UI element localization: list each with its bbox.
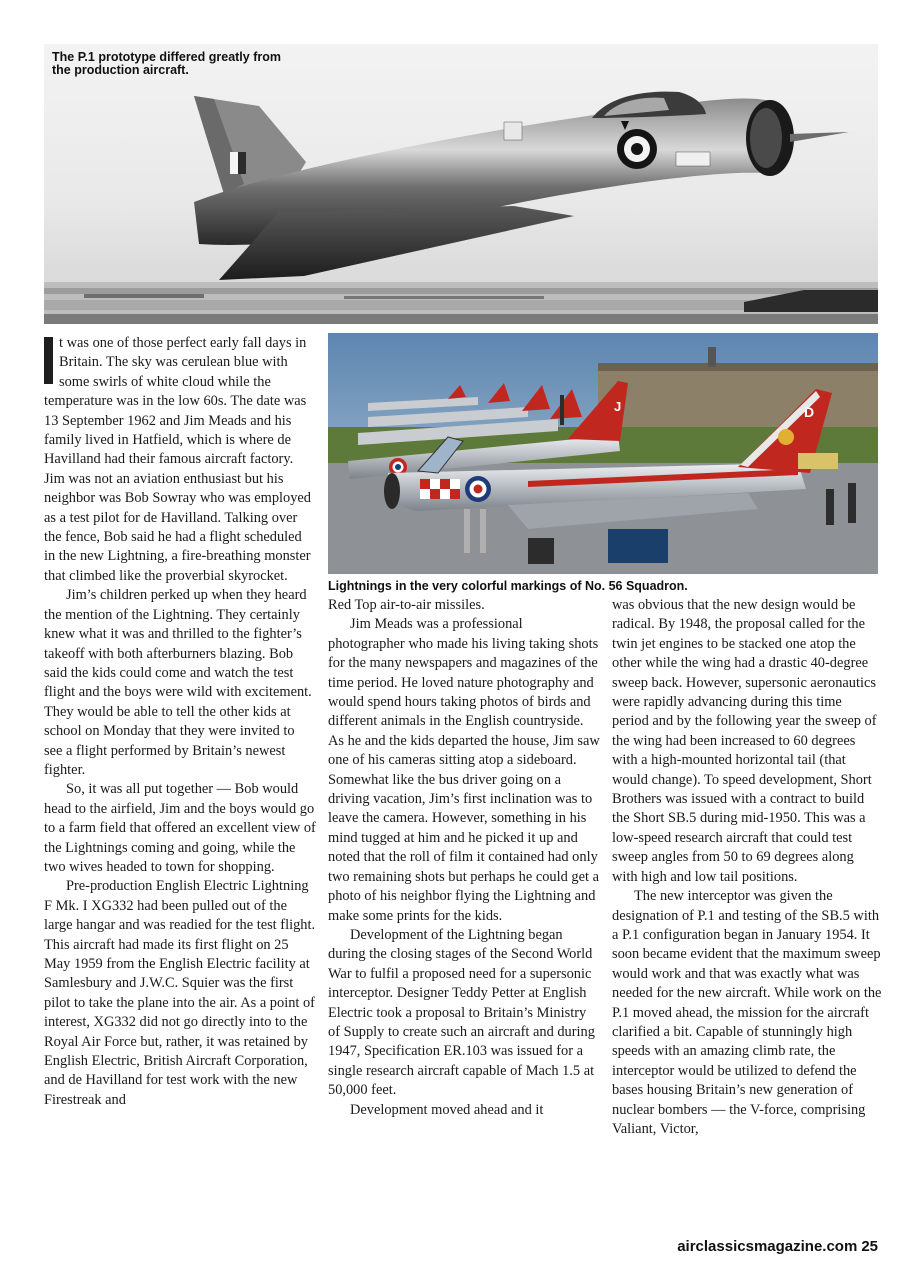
article-paragraph: was obvious that the new design would be radical. By 1948, the proposal called for the twin jet engines to be stacked one atop the other while the wing had a drastic 40-degree sweep back. However, supersonic aeronautics were rapidly advancing during this time period and by the following year the sweep of the wing had been increased to 60 degrees with a high-mounted horizontal tail (that would change). To speed development, Short Brothers was issued with a contract to build the Short SB.5 during mid-1950. This was a low-speed research aircraft that could test sweep angles from 50 to 69 degrees along with high and low tail positions. [612, 597, 877, 885]
article-paragraph: Development of the Lightning began during the closing stages of the Second World War to fulfil a proposed need for a supersonic interceptor. Designer Teddy Petter at English Electric took a proposal to Britain’s Ministry of Supply to create such an aircraft and during 1947, Specification ER.103 was issued for a single research aircraft capable of Mach 1.5 at 50,000 feet. [328, 926, 595, 1099]
squadron-photo-caption: Lightnings in the very colorful markings of No. 56 Squadron. [328, 579, 688, 593]
article-column-1 [44, 334, 316, 1110]
site-name: airclassicsmagazine.com [677, 1238, 858, 1255]
checkerboard-marking [420, 479, 460, 499]
article-paragraph: So, it was all put together — Bob would head to the airfield, Jim and the boys would go to a farm field that offered an excellent view of the Lightnings coming and going, while the two wives headed to town for shopping. [44, 781, 316, 875]
article-column-3 [612, 596, 882, 1139]
article-paragraph: Jim Meads was a professional photographer who made his living taking shots for the many newspapers and magazines of the time period. He loved nature photography and would spend hours taking photos of birds and different animals in the English countryside. As he and the kids departed the house, Jim saw one of his cameras sitting atop a sideboard. Somewhat like the bus driver going on a driving vacation, Jim’s first inclination was to leave the camera. However, something in his mind tugged at him and he picked it up and noted that the roll of film it contained had only two remaining shots but perhaps he could get a photo of his neighbor flying the Lightning and make some prints for the kids. [328, 616, 600, 924]
article-paragraph: The new interceptor was given the designation of P.1 and testing of the SB.5 with a P.1 configuration began in January 1954. It soon became evident that the maximum sweep would work and that was exactly what was needed for the new aircraft. While work on the P.1 moved ahead, the mission for the aircraft clarified a bit. Capable of stunningly high speeds with an amazing climb rate, the interceptor would be utilized to defend the bases housing Britain’s new generation of nuclear bombers — the V-force, comprising Valiant, Victor, [612, 888, 882, 1137]
article-paragraph: t was one of those perfect early fall days in Britain. The sky was cerulean blue with some swirls of white cloud while the temperature was in the low 60s. The date was 13 September 1962 and Jim Meads and his family lived in Hatfield, which is where de Havilland had their famous aircraft factory. Jim was not an aviation enthusiast but his neighbor was Bob Sowray who was employed as a test pilot for de Havilland. Talking over the fence, Bob said he had a flight scheduled in the new Lightning, a fire-breathing monster that climbed like the proverbial skyrocket. [44, 335, 311, 584]
top-photo-caption: The P.1 prototype differed greatly from the production aircraft. [52, 50, 281, 77]
article-column-2 [328, 596, 600, 1120]
article-paragraph: Red Top air-to-air missiles. [328, 597, 485, 613]
tail-letter-d: D [804, 404, 815, 420]
article-paragraph: Development moved ahead and it [350, 1101, 544, 1118]
squadron-lineup-photo [328, 333, 878, 574]
page-footer [677, 1238, 878, 1255]
page-number: 25 [861, 1238, 878, 1255]
squadron-lineup-illustration [328, 333, 878, 574]
roundel-icon [465, 476, 491, 502]
roundel-icon [617, 129, 657, 169]
p1-prototype-illustration [44, 44, 878, 324]
article-paragraph: Pre-production English Electric Lightning F Mk. I XG332 had been pulled out of the large hangar and was readied for the test flight. This aircraft had made its first flight on 25 May 1959 from the English Electric facility at Samlesbury and J.W.C. Squier was the first pilot to take the plane into the air. As a point of interest, XG332 did not go directly into to the Royal Air Force but, rather, it was retained by English Electric, British Aircraft Corporation, and de Havilland for test work with the new Firestreak and [44, 878, 316, 1108]
drop-cap-bar [44, 337, 53, 384]
p1-prototype-photo [44, 44, 878, 324]
article-paragraph: Jim’s children perked up when they heard the mention of the Lightning. They certainly knew what it was and thrilled to the fighter’s takeoff with both afterburners blazing. Bob said the kids could come and watch the test flight and the boys were wild with excitement. They would be able to tell the other kids at school on Monday that they were invited to see a flight performed by Britain’s newest fighter. [44, 587, 312, 778]
tail-letter-j: J [614, 399, 622, 414]
